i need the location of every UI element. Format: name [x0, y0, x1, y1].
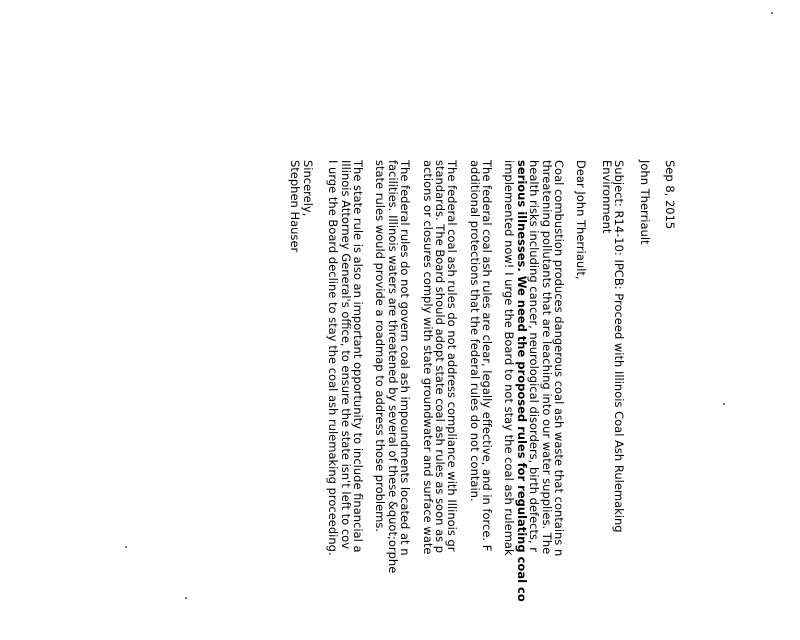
scan-speck	[723, 403, 725, 405]
paragraph-line: additional protections that the federal rules do not contain.	[467, 160, 482, 502]
paragraph-federal-rules-clear	[468, 160, 493, 640]
paragraph-urge-board: I urge the Board decline to stay the coal ash rulemaking proceeding.	[326, 160, 341, 556]
paragraph-line: Coal combustion produces dangerous coal ash waste that contains n	[552, 160, 567, 557]
scan-speck	[125, 546, 127, 548]
paragraph-line: threatening pollutants that are leaching into our water supplies. The	[539, 160, 554, 555]
scan-speck	[771, 12, 773, 14]
paragraph-line: health risks including cancer, neurological disorders, birth defects, r	[527, 160, 542, 553]
paragraph-line: standards. The Board should adopt state coal ash rules as soon as p	[432, 160, 447, 554]
paragraph-coal-combustion	[503, 160, 565, 640]
paragraph-line: The federal coal ash rules do not address compliance with Illinois gr	[445, 160, 460, 552]
paragraph-line: The federal rules do not govern coal ash impoundments located at n	[398, 160, 413, 556]
letter-subject: Subject: R14-10: IPCB: Proceed with Illinois Coal Ash Rulemaking	[612, 160, 627, 533]
paragraph-line: state rules would provide a roadmap to address those problems.	[373, 160, 388, 533]
letter-date: Sep 8, 2015	[663, 160, 677, 230]
paragraph-line: Illinois Attorney General's office, to ensure the state isn't left to cov	[338, 160, 353, 550]
paragraph-line: The federal coal ash rules are clear, legally effective, and in force. F	[480, 160, 495, 552]
letter-closing: Sincerely,	[300, 160, 315, 217]
paragraph-line: implemented now! I urge the Board to not stay the coal ash rulemak	[502, 160, 517, 556]
letter-salutation: Dear John Therriault,	[574, 160, 589, 280]
letter-signature: Stephen Hauser	[288, 160, 303, 253]
paragraph-groundwater-compliance	[421, 160, 458, 640]
paragraph-line: facilities. Illinois waters are threatened by several of these &quot;orphe	[385, 160, 400, 574]
scan-speck	[185, 597, 187, 599]
letter-recipient: John Therriault	[637, 160, 652, 245]
paragraph-line: The state rule is also an important opportunity to include financial a	[350, 160, 365, 553]
paragraph-orphan-impoundments	[374, 160, 411, 640]
paragraph-line: actions or closures comply with state groundwater and surface wate	[420, 160, 435, 555]
letter-subject-continued: Environment	[599, 160, 614, 234]
paragraph-line: serious illnesses. We need the proposed rules for regulating coal co	[514, 160, 529, 602]
letter-body	[256, 160, 676, 640]
paragraph-financial-assurance	[339, 160, 364, 640]
